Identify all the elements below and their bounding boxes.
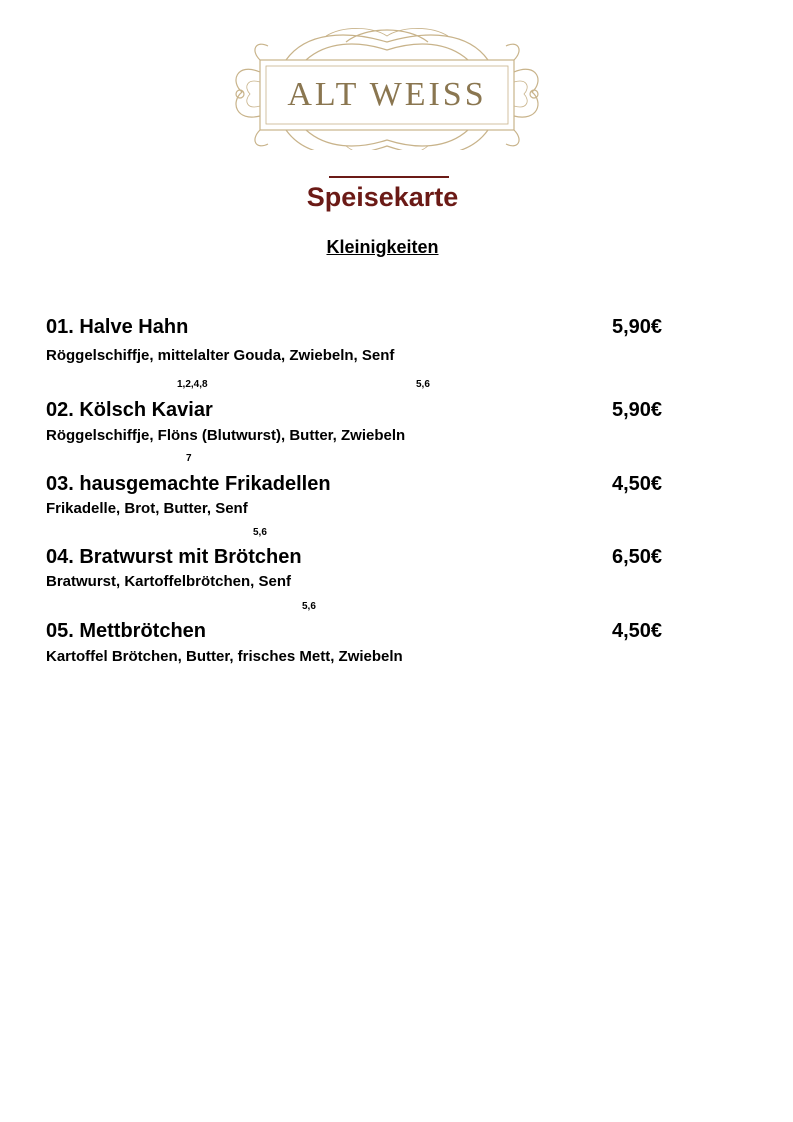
menu-title: Speisekarte — [306, 182, 459, 212]
menu-item-name: 04. Bratwurst mit Brötchen — [46, 546, 302, 568]
menu-item-description: Bratwurst, Kartoffelbrötchen, Senf — [46, 573, 292, 590]
menu-item-name: 01. Halve Hahn — [46, 316, 189, 338]
menu-item-name: 02. Kölsch Kaviar — [46, 399, 213, 421]
menu-item-price: 5,90€ — [612, 399, 663, 421]
menu-item-price: 4,50€ — [612, 473, 663, 495]
menu-item-price: 6,50€ — [612, 546, 663, 568]
allergen-note: 5,6 — [253, 527, 267, 538]
menu-item-description: Röggelschiffje, mittelalter Gouda, Zwiebeln, Senf — [46, 347, 395, 364]
menu-item-description: Kartoffel Brötchen, Butter, frisches Mett, Zwiebeln — [46, 648, 403, 665]
alt-weiss-logo — [226, 22, 548, 150]
title-divider — [329, 176, 449, 178]
menu-item-description: Röggelschiffje, Flöns (Blutwurst), Butter, Zwiebeln — [46, 427, 406, 444]
menu-item-price: 4,50€ — [612, 620, 663, 642]
menu-item-name: 03. hausgemachte Frikadellen — [46, 473, 331, 495]
logo-text: ALT WEISS — [287, 76, 487, 113]
section-title: Kleinigkeiten — [326, 237, 439, 257]
menu-item-price: 5,90€ — [612, 316, 663, 338]
allergen-note: 1,2,4,8 — [177, 379, 208, 390]
menu-item-description: Frikadelle, Brot, Butter, Senf — [46, 500, 248, 517]
menu-item-name: 05. Mettbrötchen — [46, 620, 207, 642]
allergen-note: 5,6 — [416, 379, 430, 390]
allergen-note: 7 — [186, 453, 192, 464]
allergen-note: 5,6 — [302, 601, 316, 612]
